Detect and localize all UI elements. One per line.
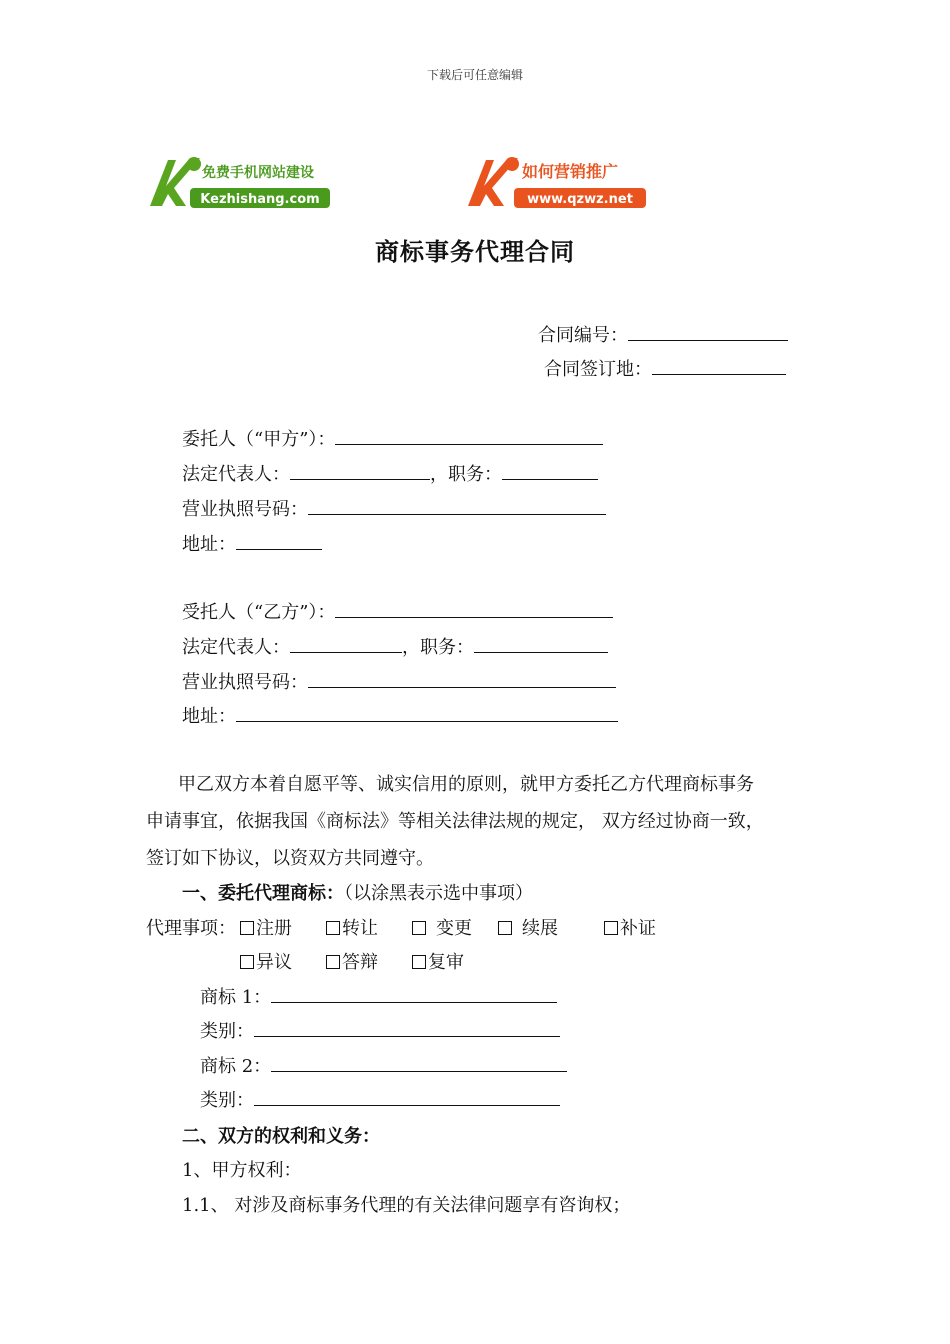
party-a-license-label: 营业执照号码： (182, 499, 308, 520)
section2-item-1-1: 1.1、 对涉及商标事务代理的有关法律问题享有咨询权； (182, 1195, 631, 1216)
contract-place-field[interactable] (652, 358, 786, 375)
category1-label: 类别： (200, 1021, 254, 1042)
party-a-license-field[interactable] (308, 498, 606, 515)
section1-heading-row (182, 882, 533, 906)
checkbox-reissue[interactable] (604, 921, 618, 935)
checkbox-transfer[interactable] (326, 921, 340, 935)
contract-number-label: 合同编号： (538, 325, 628, 346)
option-transfer[interactable] (326, 917, 412, 941)
option-register[interactable] (240, 917, 326, 941)
option-renew-label: 续展 (522, 918, 558, 939)
party-b-license-label: 营业执照号码： (182, 672, 308, 693)
option-renew[interactable] (498, 917, 604, 941)
option-transfer-label: 转让 (342, 918, 378, 939)
party-a-client-label: 委托人（“甲方”）： (182, 429, 336, 450)
party-a-address-label: 地址： (182, 534, 236, 555)
logo2-slogan: 如何营销推广 (522, 162, 619, 181)
option-reissue[interactable] (604, 917, 656, 941)
checkbox-objection[interactable] (240, 955, 254, 969)
party-b-rep-row (182, 636, 608, 660)
kezhishang-logo (146, 150, 332, 212)
party-b-client-field[interactable] (335, 601, 613, 618)
party-a-sep: ， (430, 464, 448, 485)
option-reissue-label: 补证 (620, 918, 656, 939)
header-note: 下载后可任意编辑 (426, 68, 523, 82)
options-row-2 (240, 951, 464, 975)
party-a-duty-label: 职务： (448, 464, 502, 485)
logo2-url: www.qzwz.net (527, 192, 633, 207)
intro-line-1: 甲乙双方本着自愿平等、诚实信用的原则，就甲方委托乙方代理商标事务 (178, 774, 754, 795)
contract-place-label: 合同签订地： (544, 359, 652, 380)
checkbox-review[interactable] (412, 955, 426, 969)
party-b-sep: ， (402, 637, 420, 658)
party-a-client-row (182, 428, 603, 452)
party-b-duty-label: 职务： (420, 637, 474, 658)
party-a-rep-row (182, 463, 598, 487)
checkbox-register[interactable] (240, 921, 254, 935)
checkbox-defense[interactable] (326, 955, 340, 969)
party-b-address-row (182, 705, 618, 729)
section1-heading: 一、委托代理商标： (182, 883, 344, 904)
party-a-address-field[interactable] (236, 533, 322, 550)
qzwz-logo (464, 150, 650, 212)
party-b-license-row (182, 671, 616, 695)
category1-field[interactable] (254, 1020, 560, 1037)
option-change[interactable] (412, 917, 498, 941)
trademark1-label: 商标 1： (200, 987, 272, 1008)
logo1-url: Kezhishang.com (200, 192, 320, 207)
checkbox-renew[interactable] (498, 921, 512, 935)
trademark1-row (200, 986, 557, 1010)
contract-title: 商标事务代理合同 (375, 237, 575, 266)
logo1-slogan: 免费手机网站建设 (202, 165, 314, 181)
party-a-rep-label: 法定代表人： (182, 464, 290, 485)
party-b-license-field[interactable] (308, 671, 616, 688)
party-a-rep-field[interactable] (290, 463, 430, 480)
party-a-address-row (182, 533, 322, 557)
option-objection[interactable] (240, 951, 326, 975)
section2-sub1: 1、甲方权利： (182, 1160, 302, 1181)
party-b-address-label: 地址： (182, 706, 236, 727)
section2-heading: 二、双方的权利和义务： (182, 1126, 380, 1147)
intro-line-2: 申请事宜，依据我国《商标法》等相关法律法规的规定， 双方经过协商一致， (146, 811, 764, 832)
agency-items-label: 代理事项： (146, 918, 236, 939)
category2-field[interactable] (254, 1089, 560, 1106)
contract-number-row (538, 324, 788, 348)
option-review-label: 复审 (428, 952, 464, 973)
party-b-rep-field[interactable] (290, 636, 402, 653)
trademark2-field[interactable] (271, 1055, 567, 1072)
category2-label: 类别： (200, 1090, 254, 1111)
contract-number-field[interactable] (628, 324, 788, 341)
checkbox-change[interactable] (412, 921, 426, 935)
option-defense[interactable] (326, 951, 412, 975)
party-b-duty-field[interactable] (474, 636, 608, 653)
party-b-address-field[interactable] (236, 705, 618, 722)
trademark1-field[interactable] (271, 986, 557, 1003)
category1-row (200, 1020, 560, 1044)
option-review[interactable] (412, 951, 464, 975)
option-change-label: 变更 (436, 918, 472, 939)
trademark2-row (200, 1055, 567, 1079)
section1-note: （以涂黑表示选中事项） (344, 883, 533, 904)
option-defense-label: 答辩 (342, 952, 378, 973)
option-objection-label: 异议 (256, 952, 292, 973)
trademark2-label: 商标 2： (200, 1056, 272, 1077)
category2-row (200, 1089, 560, 1113)
party-b-rep-label: 法定代表人： (182, 637, 290, 658)
party-a-license-row (182, 498, 606, 522)
party-b-client-row (182, 601, 613, 625)
options-row-1 (146, 917, 656, 941)
intro-line-3: 签订如下协议，以资双方共同遵守。 (146, 848, 434, 869)
party-b-client-label: 受托人（“乙方”）： (182, 602, 336, 623)
party-a-client-field[interactable] (335, 428, 603, 445)
party-a-duty-field[interactable] (502, 463, 598, 480)
contract-place-row (544, 358, 786, 382)
option-register-label: 注册 (256, 918, 292, 939)
